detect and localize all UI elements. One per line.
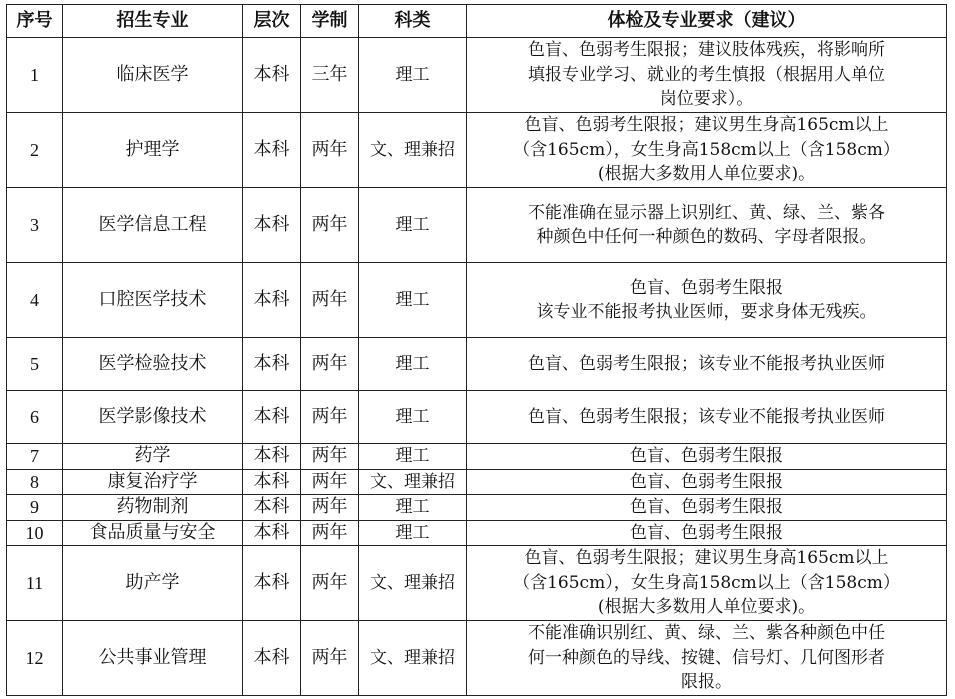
table-row	[7, 546, 947, 621]
table-row	[7, 113, 947, 188]
cell-major: 护理学	[63, 113, 243, 188]
cell-no: 11	[7, 546, 63, 621]
requirement-line: 色盲、色弱考生限报	[630, 471, 783, 492]
cell-duration: 两年	[301, 469, 359, 495]
requirement-line: (根据大多数用人单位要求)。	[597, 597, 816, 618]
cell-subject: 文、理兼招	[359, 621, 467, 696]
cell-requirements	[467, 444, 947, 470]
header-level: 层次	[243, 5, 301, 38]
cell-duration: 两年	[301, 495, 359, 521]
table-row	[7, 444, 947, 470]
cell-duration: 两年	[301, 520, 359, 546]
cell-subject: 文、理兼招	[359, 469, 467, 495]
cell-duration: 两年	[301, 113, 359, 188]
admissions-table	[6, 4, 947, 696]
cell-major: 公共事业管理	[63, 621, 243, 696]
cell-major: 药物制剂	[63, 495, 243, 521]
requirement-line: 色盲、色弱考生限报；建议男生身高165cm以上	[524, 115, 889, 136]
cell-major: 助产学	[63, 546, 243, 621]
cell-level: 本科	[243, 263, 301, 338]
table-row	[7, 495, 947, 521]
cell-requirements	[467, 621, 947, 696]
table-body	[7, 38, 947, 696]
cell-no: 5	[7, 338, 63, 391]
cell-no: 3	[7, 188, 63, 263]
cell-major: 医学影像技术	[63, 391, 243, 444]
requirement-line: 该专业不能报考执业医师，要求身体无残疾。	[536, 302, 877, 322]
cell-major: 医学检验技术	[63, 338, 243, 391]
cell-level: 本科	[243, 495, 301, 521]
cell-duration: 三年	[301, 38, 359, 113]
requirement-line: 种颜色中任何一种颜色的数码、字母者限报。	[536, 227, 877, 247]
cell-no: 12	[7, 621, 63, 696]
requirement-line: 色盲、色弱考生限报；建议男生身高165cm以上	[524, 548, 889, 569]
cell-major: 临床医学	[63, 38, 243, 113]
cell-major: 食品质量与安全	[63, 520, 243, 546]
requirement-line: 色盲、色弱考生限报；该专业不能报考执业医师	[528, 406, 885, 427]
requirement-line: 色盲、色弱考生限报；建议肢体残疾，将影响所	[528, 40, 885, 61]
cell-requirements	[467, 188, 947, 263]
cell-major: 药学	[63, 444, 243, 470]
requirement-line: 色盲、色弱考生限报	[630, 446, 783, 466]
cell-no: 10	[7, 520, 63, 546]
cell-level: 本科	[243, 113, 301, 188]
requirement-line: 不能准确识别红、黄、绿、兰、紫各种颜色中任	[528, 623, 885, 644]
cell-subject: 文、理兼招	[359, 113, 467, 188]
cell-no: 6	[7, 391, 63, 444]
header-major: 招生专业	[63, 5, 243, 38]
cell-subject: 理工	[359, 495, 467, 521]
cell-subject: 理工	[359, 263, 467, 338]
table-row	[7, 520, 947, 546]
table-row	[7, 469, 947, 495]
cell-level: 本科	[243, 621, 301, 696]
cell-level: 本科	[243, 38, 301, 113]
cell-requirements	[467, 38, 947, 113]
cell-subject: 理工	[359, 444, 467, 470]
header-no: 序号	[7, 5, 63, 38]
cell-major: 医学信息工程	[63, 188, 243, 263]
requirement-line: 填报专业学习、就业的考生慎报（根据用人单位	[528, 64, 885, 85]
cell-no: 9	[7, 495, 63, 521]
cell-no: 8	[7, 469, 63, 495]
requirement-line: 岗位要求）。	[659, 89, 754, 110]
cell-level: 本科	[243, 338, 301, 391]
table-row	[7, 391, 947, 444]
cell-duration: 两年	[301, 546, 359, 621]
table-row	[7, 338, 947, 391]
cell-subject: 理工	[359, 391, 467, 444]
cell-requirements	[467, 113, 947, 188]
cell-subject: 文、理兼招	[359, 546, 467, 621]
requirement-line: 色盲、色弱考生限报	[630, 522, 783, 543]
table-row	[7, 38, 947, 113]
cell-subject: 理工	[359, 38, 467, 113]
requirement-line: 限报。	[681, 672, 732, 693]
cell-duration: 两年	[301, 444, 359, 470]
table-row	[7, 263, 947, 338]
cell-level: 本科	[243, 520, 301, 546]
requirement-line: （含165cm），女生身高158cm以上（含158cm）	[513, 572, 900, 593]
cell-level: 本科	[243, 469, 301, 495]
requirement-line: 色盲、色弱考生限报；该专业不能报考执业医师	[528, 353, 885, 374]
cell-major: 口腔医学技术	[63, 263, 243, 338]
header-subject: 科类	[359, 5, 467, 38]
cell-duration: 两年	[301, 263, 359, 338]
requirement-line: 何一种颜色的导线、按键、信号灯、几何图形者	[528, 647, 885, 668]
cell-no: 2	[7, 113, 63, 188]
requirement-line: （含165cm），女生身高158cm以上（含158cm）	[513, 139, 900, 160]
cell-no: 7	[7, 444, 63, 470]
cell-requirements	[467, 546, 947, 621]
cell-duration: 两年	[301, 188, 359, 263]
cell-requirements	[467, 263, 947, 338]
requirement-line: (根据大多数用人单位要求)。	[597, 164, 816, 185]
requirement-line: 色盲、色弱考生限报	[630, 277, 783, 298]
cell-level: 本科	[243, 546, 301, 621]
requirement-line: 色盲、色弱考生限报	[630, 497, 783, 517]
cell-duration: 两年	[301, 621, 359, 696]
cell-subject: 理工	[359, 520, 467, 546]
cell-no: 1	[7, 38, 63, 113]
cell-requirements	[467, 520, 947, 546]
cell-requirements	[467, 469, 947, 495]
cell-no: 4	[7, 263, 63, 338]
cell-level: 本科	[243, 188, 301, 263]
cell-duration: 两年	[301, 338, 359, 391]
cell-duration: 两年	[301, 391, 359, 444]
cell-level: 本科	[243, 444, 301, 470]
cell-subject: 理工	[359, 188, 467, 263]
header-requirements: 体检及专业要求（建议）	[467, 5, 947, 38]
cell-subject: 理工	[359, 338, 467, 391]
cell-requirements	[467, 391, 947, 444]
header-row	[7, 5, 947, 38]
requirement-line: 不能准确在显示器上识别红、黄、绿、兰、紫各	[528, 202, 885, 223]
header-duration: 学制	[301, 5, 359, 38]
cell-major: 康复治疗学	[63, 469, 243, 495]
table-row	[7, 188, 947, 263]
cell-requirements	[467, 338, 947, 391]
table-row	[7, 621, 947, 696]
cell-level: 本科	[243, 391, 301, 444]
cell-requirements	[467, 495, 947, 521]
